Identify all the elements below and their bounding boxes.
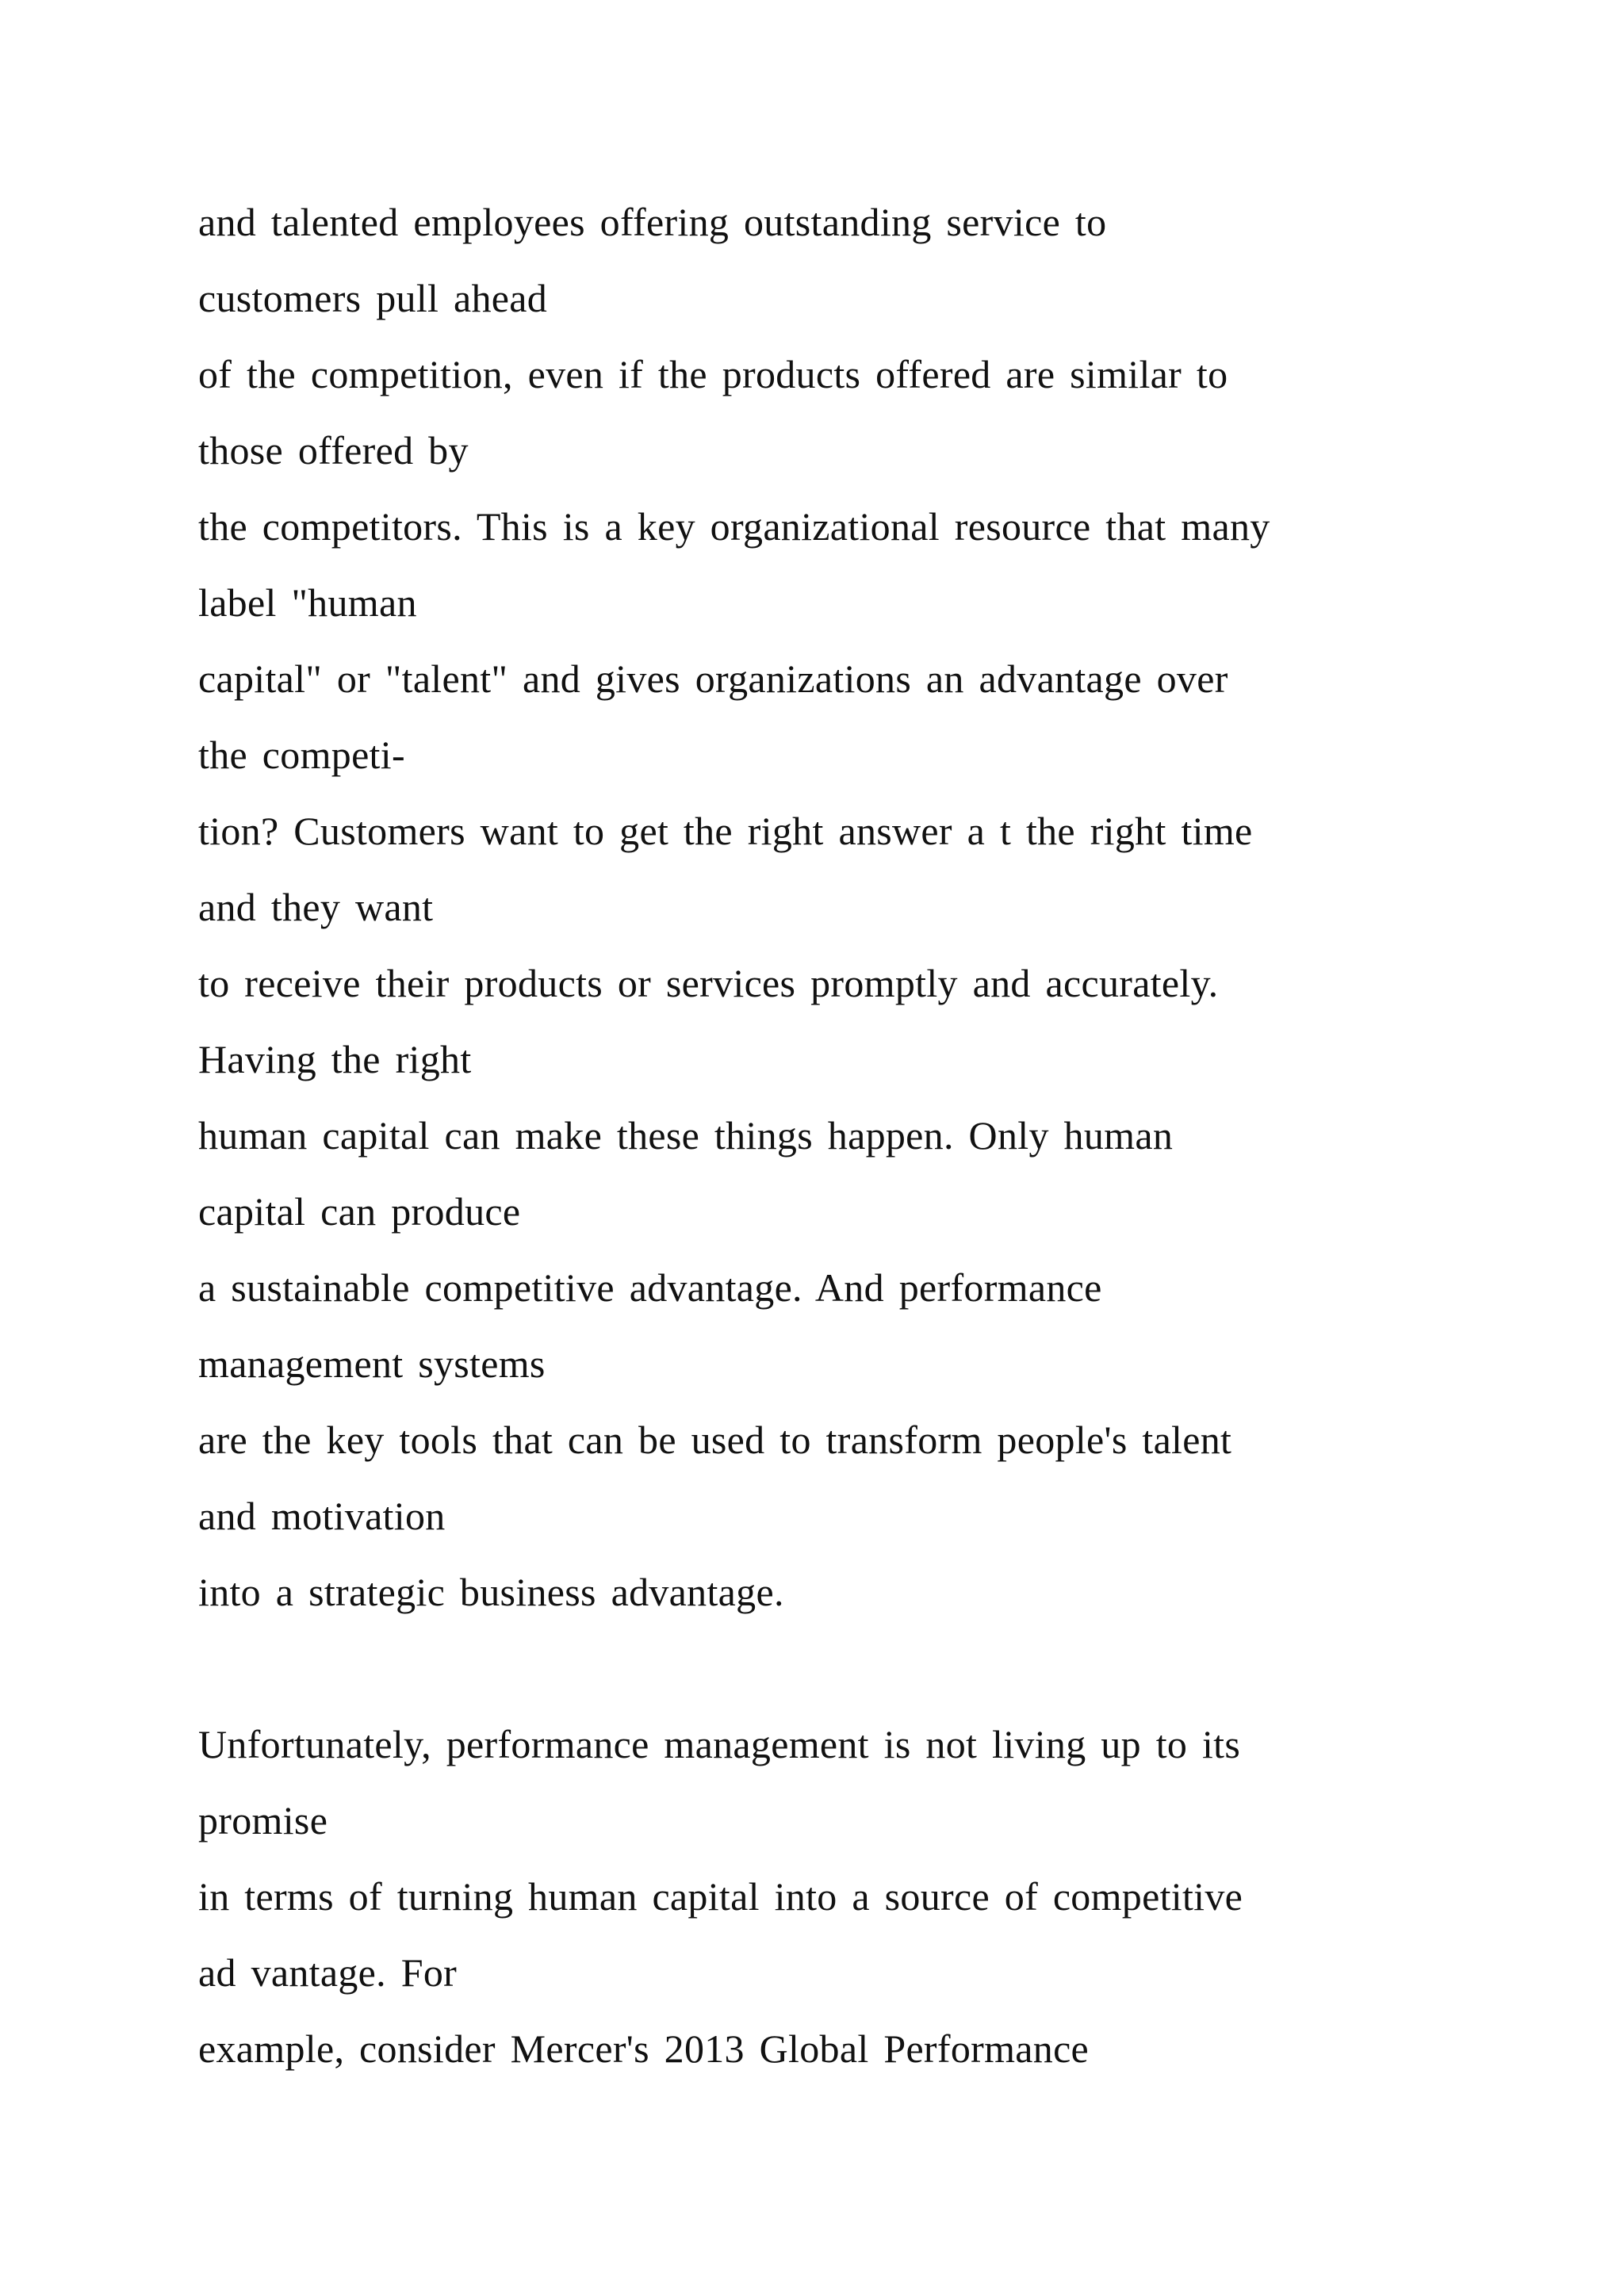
text-line: and talented employees offering outstanding service to xyxy=(198,200,1107,244)
text-line: a sustainable competitive advantage. And performance xyxy=(198,1265,1102,1310)
paragraph-human-capital xyxy=(198,184,1507,1630)
text-line: customers pull ahead xyxy=(198,276,548,320)
text-line: capital" or "talent" and gives organizations an advantage over xyxy=(198,656,1228,701)
text-line: those offered by xyxy=(198,428,469,473)
text-line: label "human xyxy=(198,580,417,625)
text-line: of the competition, even if the products offered are similar to xyxy=(198,352,1228,396)
text-line: capital can produce xyxy=(198,1189,521,1234)
text-line: are the key tools that can be used to transform people's talent xyxy=(198,1418,1232,1462)
text-line: to receive their products or services promptly and accurately. xyxy=(198,961,1219,1005)
text-line: in terms of turning human capital into a source of competitive xyxy=(198,1874,1243,1919)
text-line: the competitors. This is a key organizational resource that many xyxy=(198,504,1270,549)
paragraph-performance-management xyxy=(198,1706,1507,2087)
text-line: tion? Customers want to get the right answer a t the right time xyxy=(198,809,1253,853)
text-line: into a strategic business advantage. xyxy=(198,1570,784,1614)
text-line: Having the right xyxy=(198,1037,472,1081)
text-line: ad vantage. For xyxy=(198,1950,458,1995)
text-line: and they want xyxy=(198,885,434,929)
text-line: promise xyxy=(198,1798,328,1843)
text-line: the competi- xyxy=(198,733,405,777)
text-line: and motivation xyxy=(198,1494,446,1538)
text-line: Unfortunately, performance management is not living up to its xyxy=(198,1722,1241,1766)
text-line: human capital can make these things happen. Only human xyxy=(198,1113,1174,1158)
text-line: example, consider Mercer's 2013 Global Performance xyxy=(198,2026,1090,2071)
text-line: management systems xyxy=(198,1341,546,1386)
